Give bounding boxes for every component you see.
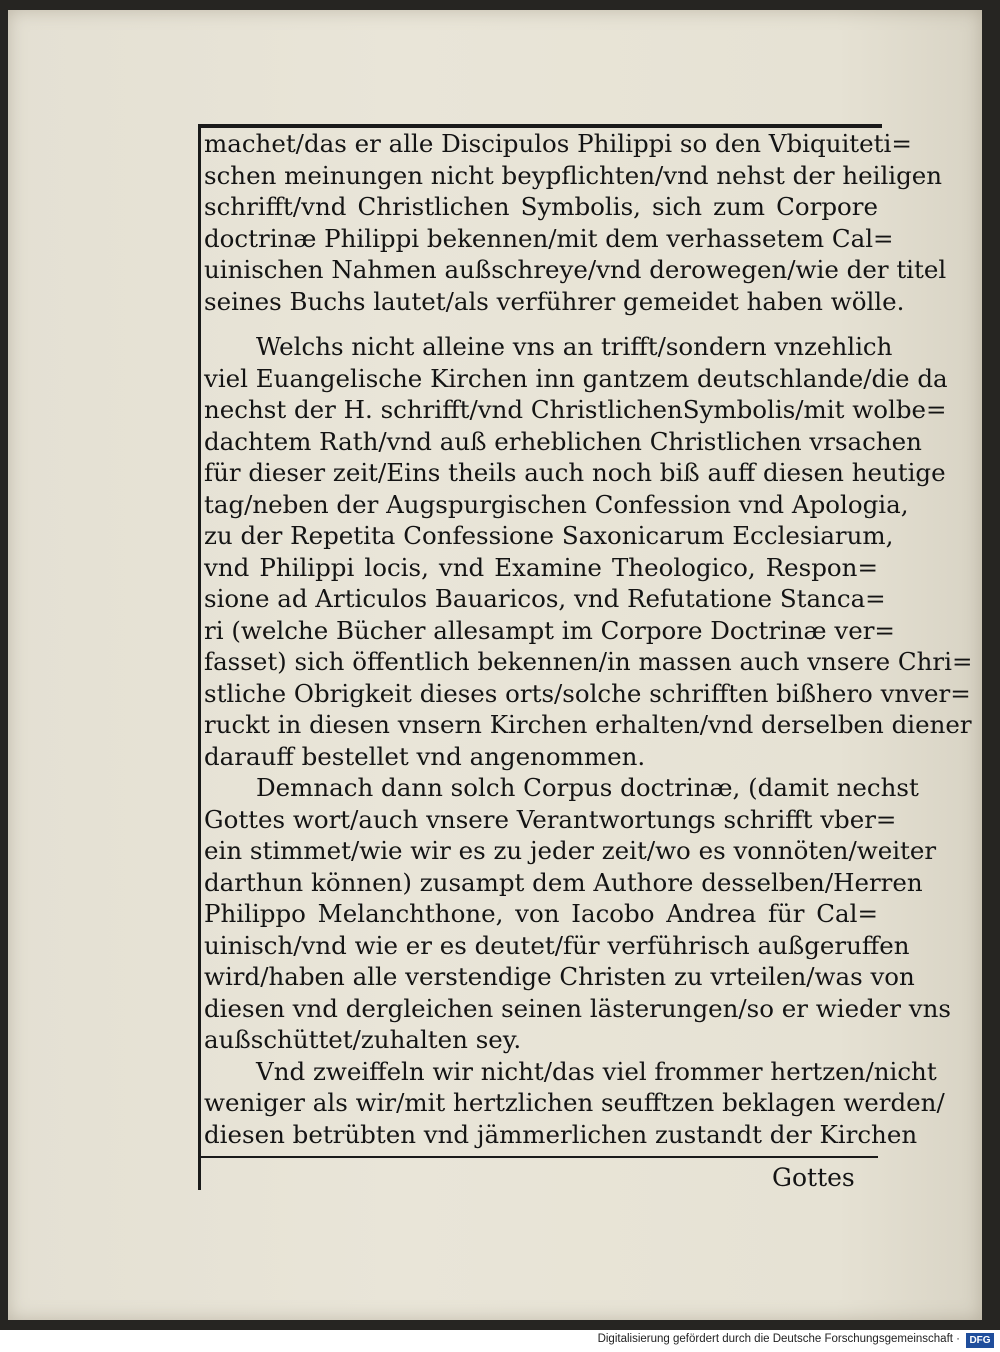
text-line: stliche Obrigkeit dieses orts/solche schrifften bißhero vnver= <box>204 678 971 708</box>
text-line: zu der Repetita Confessione Saxonicarum Ecclesiarum, <box>204 521 894 550</box>
text-line: ein stimmet/wie wir es zu jeder zeit/wo es vonnöten/weiter <box>204 836 937 865</box>
text-line: außschüttet/zuhalten sey. <box>204 1025 522 1054</box>
text-line: Philippo Melanchthone, von Iacobo Andrea für Cal= <box>204 899 878 928</box>
text-line: uinisch/vnd wie er es deutet/für verführisch außgeruffen <box>204 930 910 960</box>
text-line: doctrinæ Philippi bekennen/mit dem verhassetem Cal= <box>204 223 894 253</box>
frame-rule-left <box>198 124 201 1190</box>
dfg-logo-icon: DFG <box>966 1333 994 1348</box>
frame-rule-bottom <box>198 1156 878 1158</box>
text-line: tag/neben der Augspurgischen Confession vnd Apologia, <box>204 489 909 519</box>
footer-bar <box>0 1330 1000 1352</box>
text-line: darauff bestellet vnd angenommen. <box>204 741 646 771</box>
text-line: weniger als wir/mit hertzlichen seufftzen beklagen werden/ <box>204 1088 945 1117</box>
paragraph-gap <box>204 317 878 331</box>
text-line: machet/das er alle Discipulos Philippi so den Vbiquiteti= <box>204 129 912 158</box>
text-line: viel Euangelische Kirchen inn gantzem deutschlande/die da <box>204 363 948 393</box>
text-line: für dieser zeit/Eins theils auch noch biß auff diesen heutige <box>204 458 946 487</box>
page-text <box>204 128 973 1150</box>
text-line: darthun können) zusampt dem Authore desselben/Herren <box>204 867 923 897</box>
text-line: Vnd zweiffeln wir nicht/das viel frommer hertzen/nicht <box>256 1056 937 1086</box>
text-line: seines Buchs lautet/als verführer gemeidet haben wölle. <box>204 286 905 316</box>
text-line: Welchs nicht alleine vns an trifft/sondern vnzehlich <box>256 332 893 361</box>
text-line: sione ad Articulos Bauaricos, vnd Refutatione Stanca= <box>204 584 886 613</box>
text-line: schrifft/vnd Christlichen Symbolis, sich zum Corpore <box>204 192 878 221</box>
text-line: ri (welche Bücher allesampt im Corpore Doctrinæ ver= <box>204 615 895 645</box>
text-line: Demnach dann solch Corpus doctrinæ, (damit nechst <box>256 773 919 802</box>
text-line: fasset) sich öffentlich bekennen/in massen auch vnsere Chri= <box>204 647 973 676</box>
text-line: diesen vnd dergleichen seinen lästerungen/so er wieder vns <box>204 993 951 1023</box>
text-line: uinischen Nahmen außschreye/vnd derowegen/wie der titel <box>204 255 947 284</box>
text-line: wird/haben alle verstendige Christen zu vrteilen/was von <box>204 962 915 991</box>
text-line: ruckt in diesen vnsern Kirchen erhalten/vnd derselben diener <box>204 710 972 739</box>
text-line: Gottes wort/auch vnsere Verantwortungs schrifft vber= <box>204 804 897 834</box>
text-line: schen meinungen nicht beypflichten/vnd nehst der heiligen <box>204 160 943 190</box>
text-line: dachtem Rath/vnd auß erheblichen Christlichen vrsachen <box>204 426 922 456</box>
text-line: vnd Philippi locis, vnd Examine Theologico, Respon= <box>204 552 878 582</box>
funding-credit: Digitalisierung gefördert durch die Deutsche Forschungsgemeinschaft · <box>597 1333 960 1345</box>
text-line: nechst der H. schrifft/vnd ChristlichenSymbolis/mit wolbe= <box>204 395 947 424</box>
catchword: Gottes <box>772 1163 855 1192</box>
text-line: diesen betrübten vnd jämmerlichen zustandt der Kirchen <box>204 1119 918 1149</box>
